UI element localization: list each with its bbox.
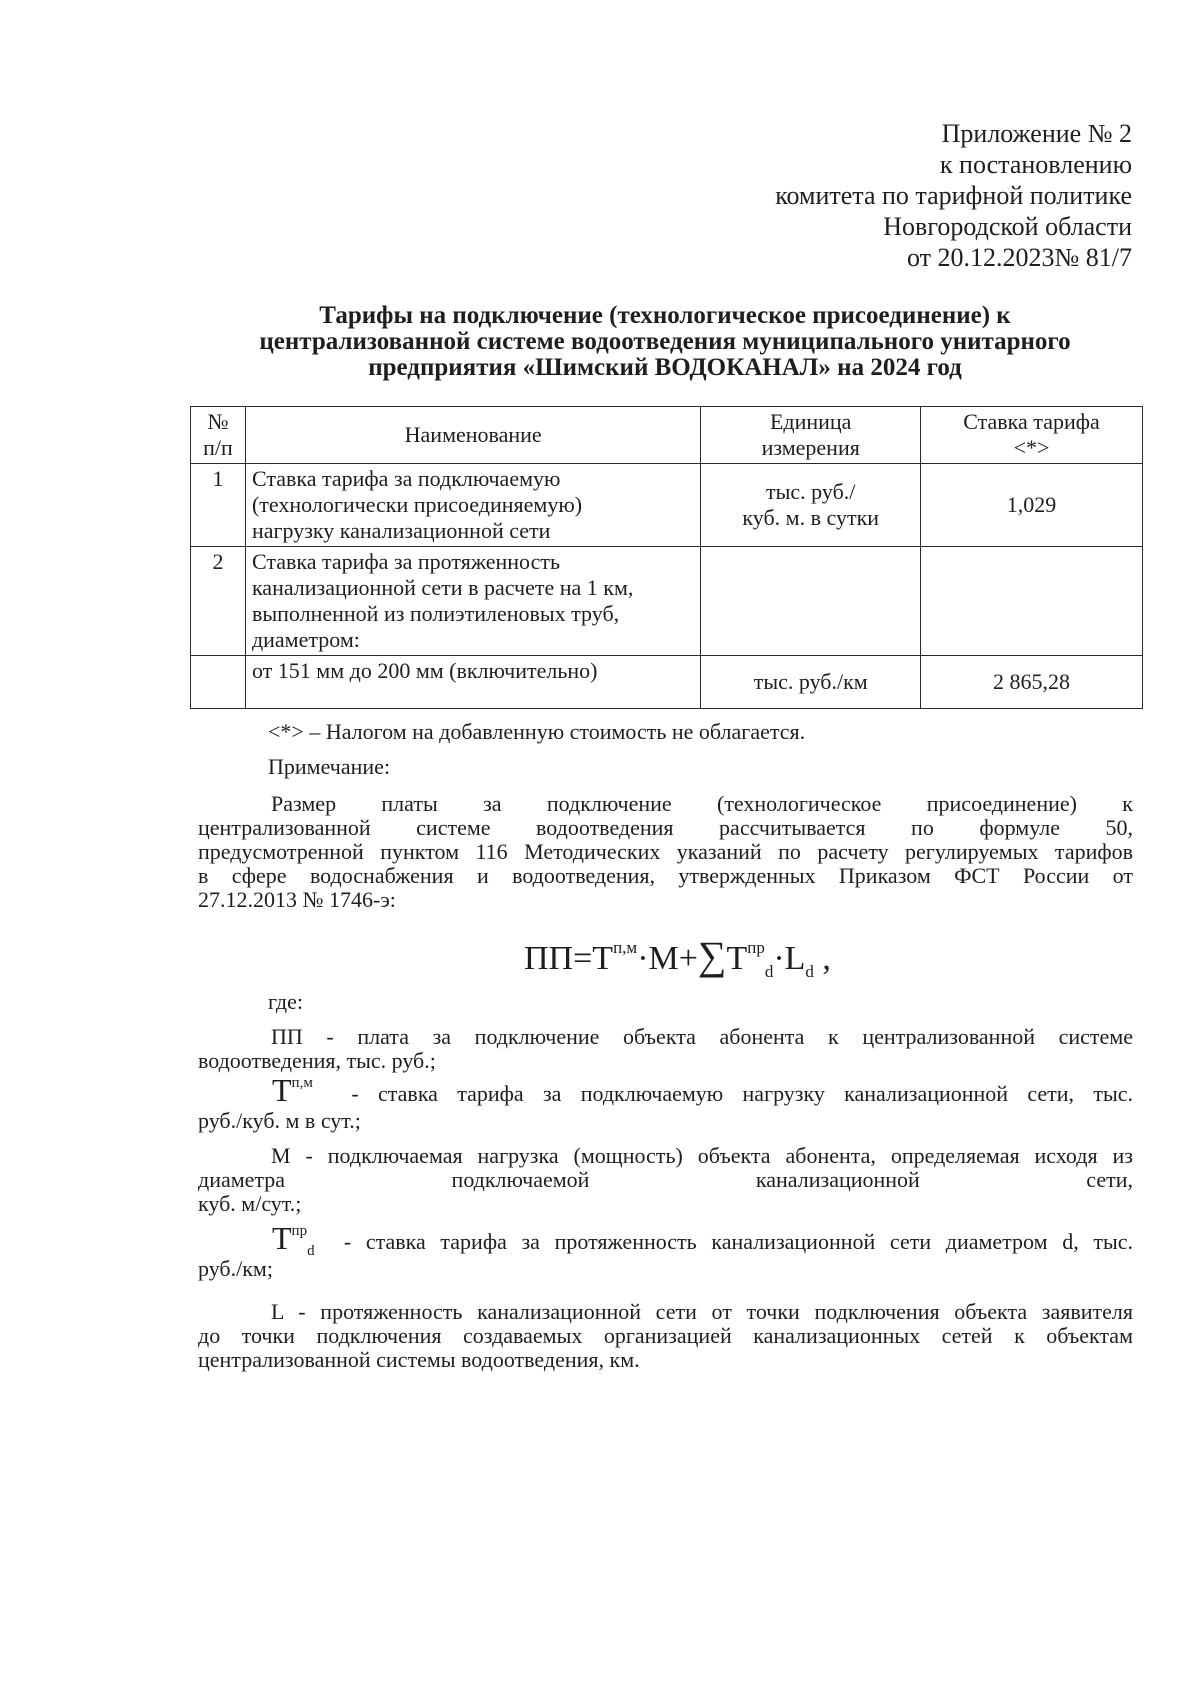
cell-line: тыс. руб./: [766, 479, 856, 504]
payment-formula: [524, 932, 831, 982]
definition-pp: [198, 1025, 1133, 1073]
header-text: №: [207, 409, 229, 434]
note-line: Размер платы за подключение (технологическое присоединение) к: [271, 791, 1133, 816]
definition-text: - ставка тарифа за протяженность канализационной сети диаметром d, тыс.: [343, 1229, 1134, 1254]
formula-t2-sup: пр: [747, 938, 765, 957]
symbol-td-sup: пр: [291, 1223, 308, 1239]
row-name: [245, 464, 700, 547]
definition-line: централизованной системы водоотведения, км.: [198, 1347, 640, 1372]
cell-line: выполненной из полиэтиленовых труб,: [251, 601, 620, 626]
cell-line: (технологически присоединяемую): [251, 492, 583, 517]
row-rate: [921, 547, 1143, 656]
formula-t2: Т: [726, 940, 748, 977]
note-line: централизованной системе водоотведения рассчитывается по формуле 50,: [198, 815, 1133, 840]
header-rate: [921, 407, 1143, 464]
header-text: Единица: [769, 409, 852, 434]
table-row: [191, 547, 1143, 656]
row-rate: 1,029: [921, 464, 1143, 547]
where-label: где:: [268, 989, 303, 1014]
row-name: [245, 547, 700, 656]
formula-l-sub: d: [805, 962, 814, 981]
definition-l: [198, 1300, 1133, 1372]
definition-line: [198, 1220, 1134, 1259]
formula-t2-sub: d: [764, 962, 774, 981]
table-header-row: [191, 407, 1143, 464]
title-line: централизованной системе водоотведения муниципального унитарного: [259, 328, 1071, 355]
header-line: Новгородской области: [883, 212, 1132, 241]
definition-line: диаметра подключаемой канализационной сети,: [198, 1167, 1133, 1192]
cell-line: канализационной сети в расчете на 1 км,: [251, 575, 634, 600]
header-unit: [701, 407, 921, 464]
appendix-header: [775, 118, 1132, 273]
formula-t-sup: п,м: [613, 938, 638, 957]
row-name: от 151 мм до 200 мм (включительно): [245, 656, 700, 709]
table-row: [191, 656, 1143, 709]
formula-comma: ,: [822, 940, 831, 977]
symbol-t: Т: [272, 1072, 292, 1108]
definition-line: до точки подключения создаваемых организацией канализационных сетей к объектам: [198, 1323, 1133, 1348]
cell-line: Ставка тарифа за подключаемую: [251, 466, 561, 491]
sum-icon: ∑: [697, 933, 727, 978]
definition-line: М - подключаемая нагрузка (мощность) объекта абонента, определяемая исходя из: [271, 1143, 1133, 1168]
formula-mult-m: ·М+: [637, 940, 698, 977]
formula-mult-l: ·L: [773, 940, 806, 977]
row-number: [191, 656, 246, 709]
header-line: комитета по тарифной политике: [775, 181, 1132, 210]
definition-line: L - протяженность канализационной сети от точки подключения объекта заявителя: [271, 1299, 1133, 1324]
cell-line: куб. м. в сутки: [742, 505, 880, 530]
definition-m: [198, 1144, 1133, 1216]
definition-t: [198, 1072, 1133, 1133]
row-number: 1: [191, 464, 246, 547]
header-text: измерения: [761, 435, 860, 460]
cell-line: нагрузку канализационной сети: [251, 518, 551, 543]
row-rate: 2 865,28: [921, 656, 1143, 709]
definition-line: куб. м/сут.;: [198, 1191, 302, 1216]
header-text: п/п: [203, 435, 233, 460]
row-unit: тыс. руб./км: [701, 656, 921, 709]
symbol-t-sup: п,м: [291, 1075, 313, 1091]
row-unit: [701, 464, 921, 547]
formula-t: Т: [592, 940, 614, 977]
symbol-td-sub: d: [307, 1243, 315, 1259]
cell-line: Ставка тарифа за протяженность: [251, 549, 560, 574]
document-title: [190, 303, 1140, 381]
row-number: 2: [191, 547, 246, 656]
definition-line: руб./куб. м в сут.;: [198, 1108, 361, 1133]
note-line: в сфере водоснабжения и водоотведения, утвержденных Приказом ФСТ России от: [198, 863, 1133, 888]
table-row: [191, 464, 1143, 547]
note-paragraph: [198, 792, 1133, 912]
header-text: Ставка тарифа: [963, 409, 1100, 434]
definition-line: водоотведения, тыс. руб.;: [198, 1048, 436, 1073]
tariff-table: [190, 406, 1143, 709]
vat-footnote: <*> – Налогом на добавленную стоимость не облагается.: [268, 719, 806, 744]
formula-lhs: ПП: [524, 940, 574, 977]
header-name: [245, 407, 700, 464]
header-text: <*>: [1013, 435, 1050, 460]
definition-line: ПП - плата за подключение объекта абонента к централизованной системе: [271, 1024, 1133, 1049]
title-line: предприятия «Шимский ВОДОКАНАЛ» на 2024 год: [368, 354, 962, 381]
row-unit: [701, 547, 921, 656]
definition-line: руб./км;: [198, 1256, 273, 1281]
header-line: Приложение № 2: [941, 119, 1132, 148]
symbol-td: Т: [272, 1220, 292, 1256]
note-line: 27.12.2013 № 1746-э:: [198, 887, 396, 912]
title-line: Тарифы на подключение (технологическое присоединение) к: [319, 302, 1011, 329]
header-line: к постановлению: [939, 150, 1132, 179]
formula-eq: =: [573, 940, 593, 977]
header-number: [191, 407, 246, 464]
note-line: предусмотренной пунктом 116 Методических указаний по расчету регулируемых тарифов: [198, 839, 1133, 864]
definition-td: [198, 1220, 1134, 1281]
header-text: Наименование: [404, 422, 542, 447]
note-label: Примечание:: [268, 754, 391, 779]
header-line: от 20.12.2023№ 81/7: [906, 243, 1132, 272]
definition-line: [198, 1072, 1133, 1109]
cell-line: диаметром:: [251, 627, 360, 652]
definition-text: - ставка тарифа за подключаемую нагрузку канализационной сети, тыс.: [351, 1081, 1133, 1106]
